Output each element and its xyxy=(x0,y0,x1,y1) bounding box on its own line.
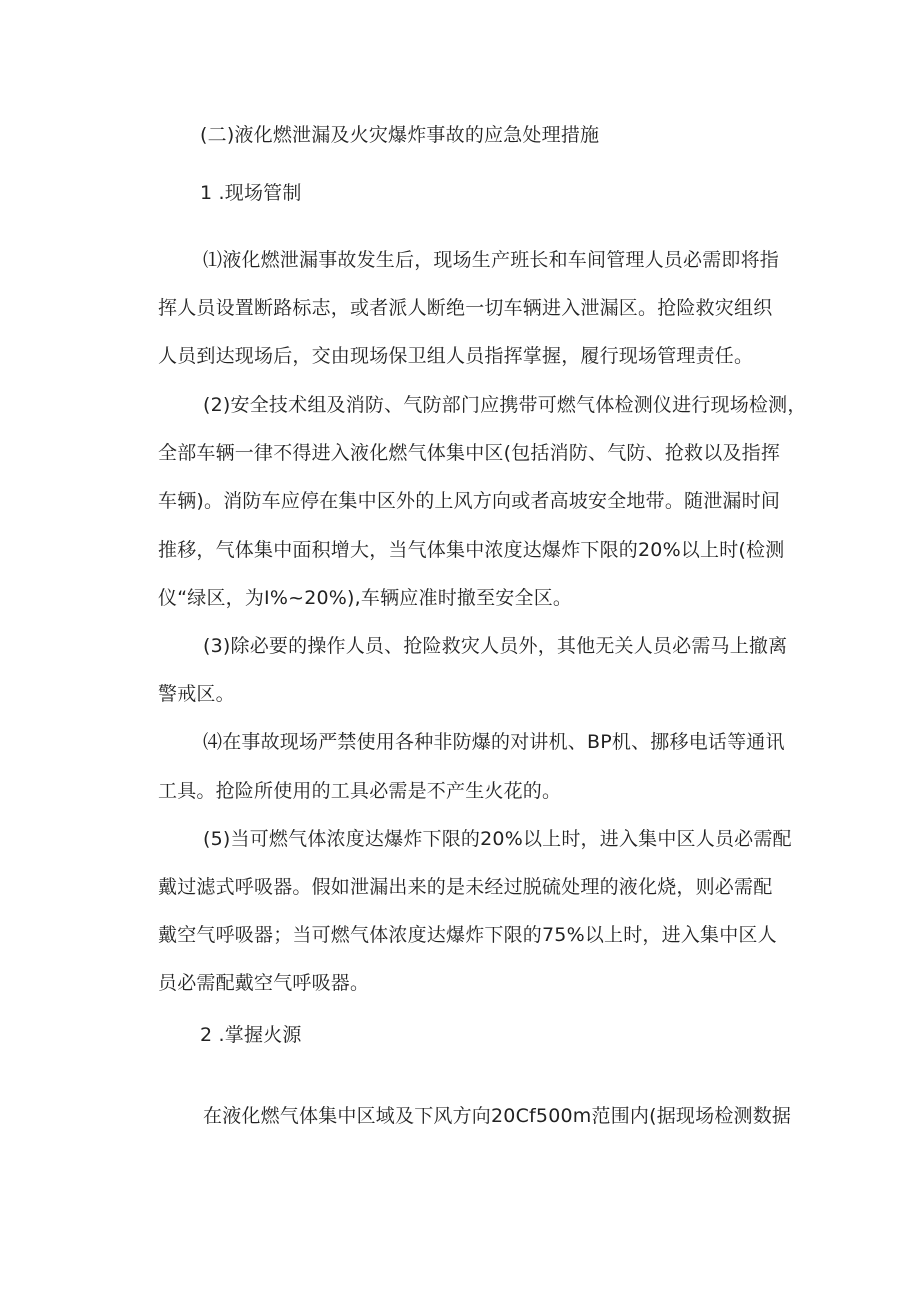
subsection-title-1: 1 .现场管制 xyxy=(200,182,302,204)
subsection-title-2: 2 .掌握火源 xyxy=(200,1024,302,1046)
paragraph-5-line-4: 员必需配戴空气呼吸器。 xyxy=(158,972,370,994)
paragraph-2-line-1: (2)安全技术组及消防、气防部门应携带可燃气体检测仪进行现场检测， xyxy=(203,394,807,416)
paragraph-6-line-1: 在液化燃气体集中区域及下风方向20Cf500m范围内(据现场检测数据 xyxy=(203,1105,792,1127)
paragraph-3-line-1: (3)除必要的操作人员、抢险救灾人员外，其他无关人员必需马上撤离 xyxy=(203,635,788,657)
paragraph-1-line-2: 挥人员设置断路标志，或者派人断绝一切车辆进入泄漏区。抢险救灾组织 xyxy=(158,297,773,319)
section-title: (二)液化燃泄漏及火灾爆炸事故的应急处理措施 xyxy=(200,124,600,146)
paragraph-5-line-1: (5)当可燃气体浓度达爆炸下限的20%以上时，进入集中区人员必需配 xyxy=(203,828,792,850)
paragraph-2-line-4: 推移，气体集中面积增大，当气体集中浓度达爆炸下限的20%以上时(检测 xyxy=(158,539,785,561)
paragraph-3-line-2: 警戒区。 xyxy=(158,683,235,705)
paragraph-1-line-3: 人员到达现场后，交由现场保卫组人员指挥掌握，履行现场管理责任。 xyxy=(158,345,754,367)
paragraph-5-line-3: 戴空气呼吸器；当可燃气体浓度达爆炸下限的75%以上时，进入集中区人 xyxy=(158,924,777,946)
paragraph-4-line-2: 工具。抢险所使用的工具必需是不产生火花的。 xyxy=(158,780,562,802)
paragraph-4-line-1: ⑷在事故现场严禁使用各种非防爆的对讲机、BP机、挪移电话等通讯 xyxy=(203,731,785,753)
paragraph-2-line-5: 仪“绿区，为I%~20%),车辆应准时撤至安全区。 xyxy=(158,587,573,609)
paragraph-2-line-2: 全部车辆一律不得进入液化燃气体集中区(包括消防、气防、抢救以及指挥 xyxy=(158,442,781,464)
paragraph-2-line-3: 车辆)。消防车应停在集中区外的上风方向或者高坡安全地带。随泄漏时间 xyxy=(158,490,781,512)
paragraph-1-line-1: ⑴液化燃泄漏事故发生后，现场生产班长和车间管理人员必需即将指 xyxy=(203,249,780,271)
paragraph-5-line-2: 戴过滤式呼吸器。假如泄漏出来的是未经过脱硫处理的液化烧，则必需配 xyxy=(158,876,773,898)
